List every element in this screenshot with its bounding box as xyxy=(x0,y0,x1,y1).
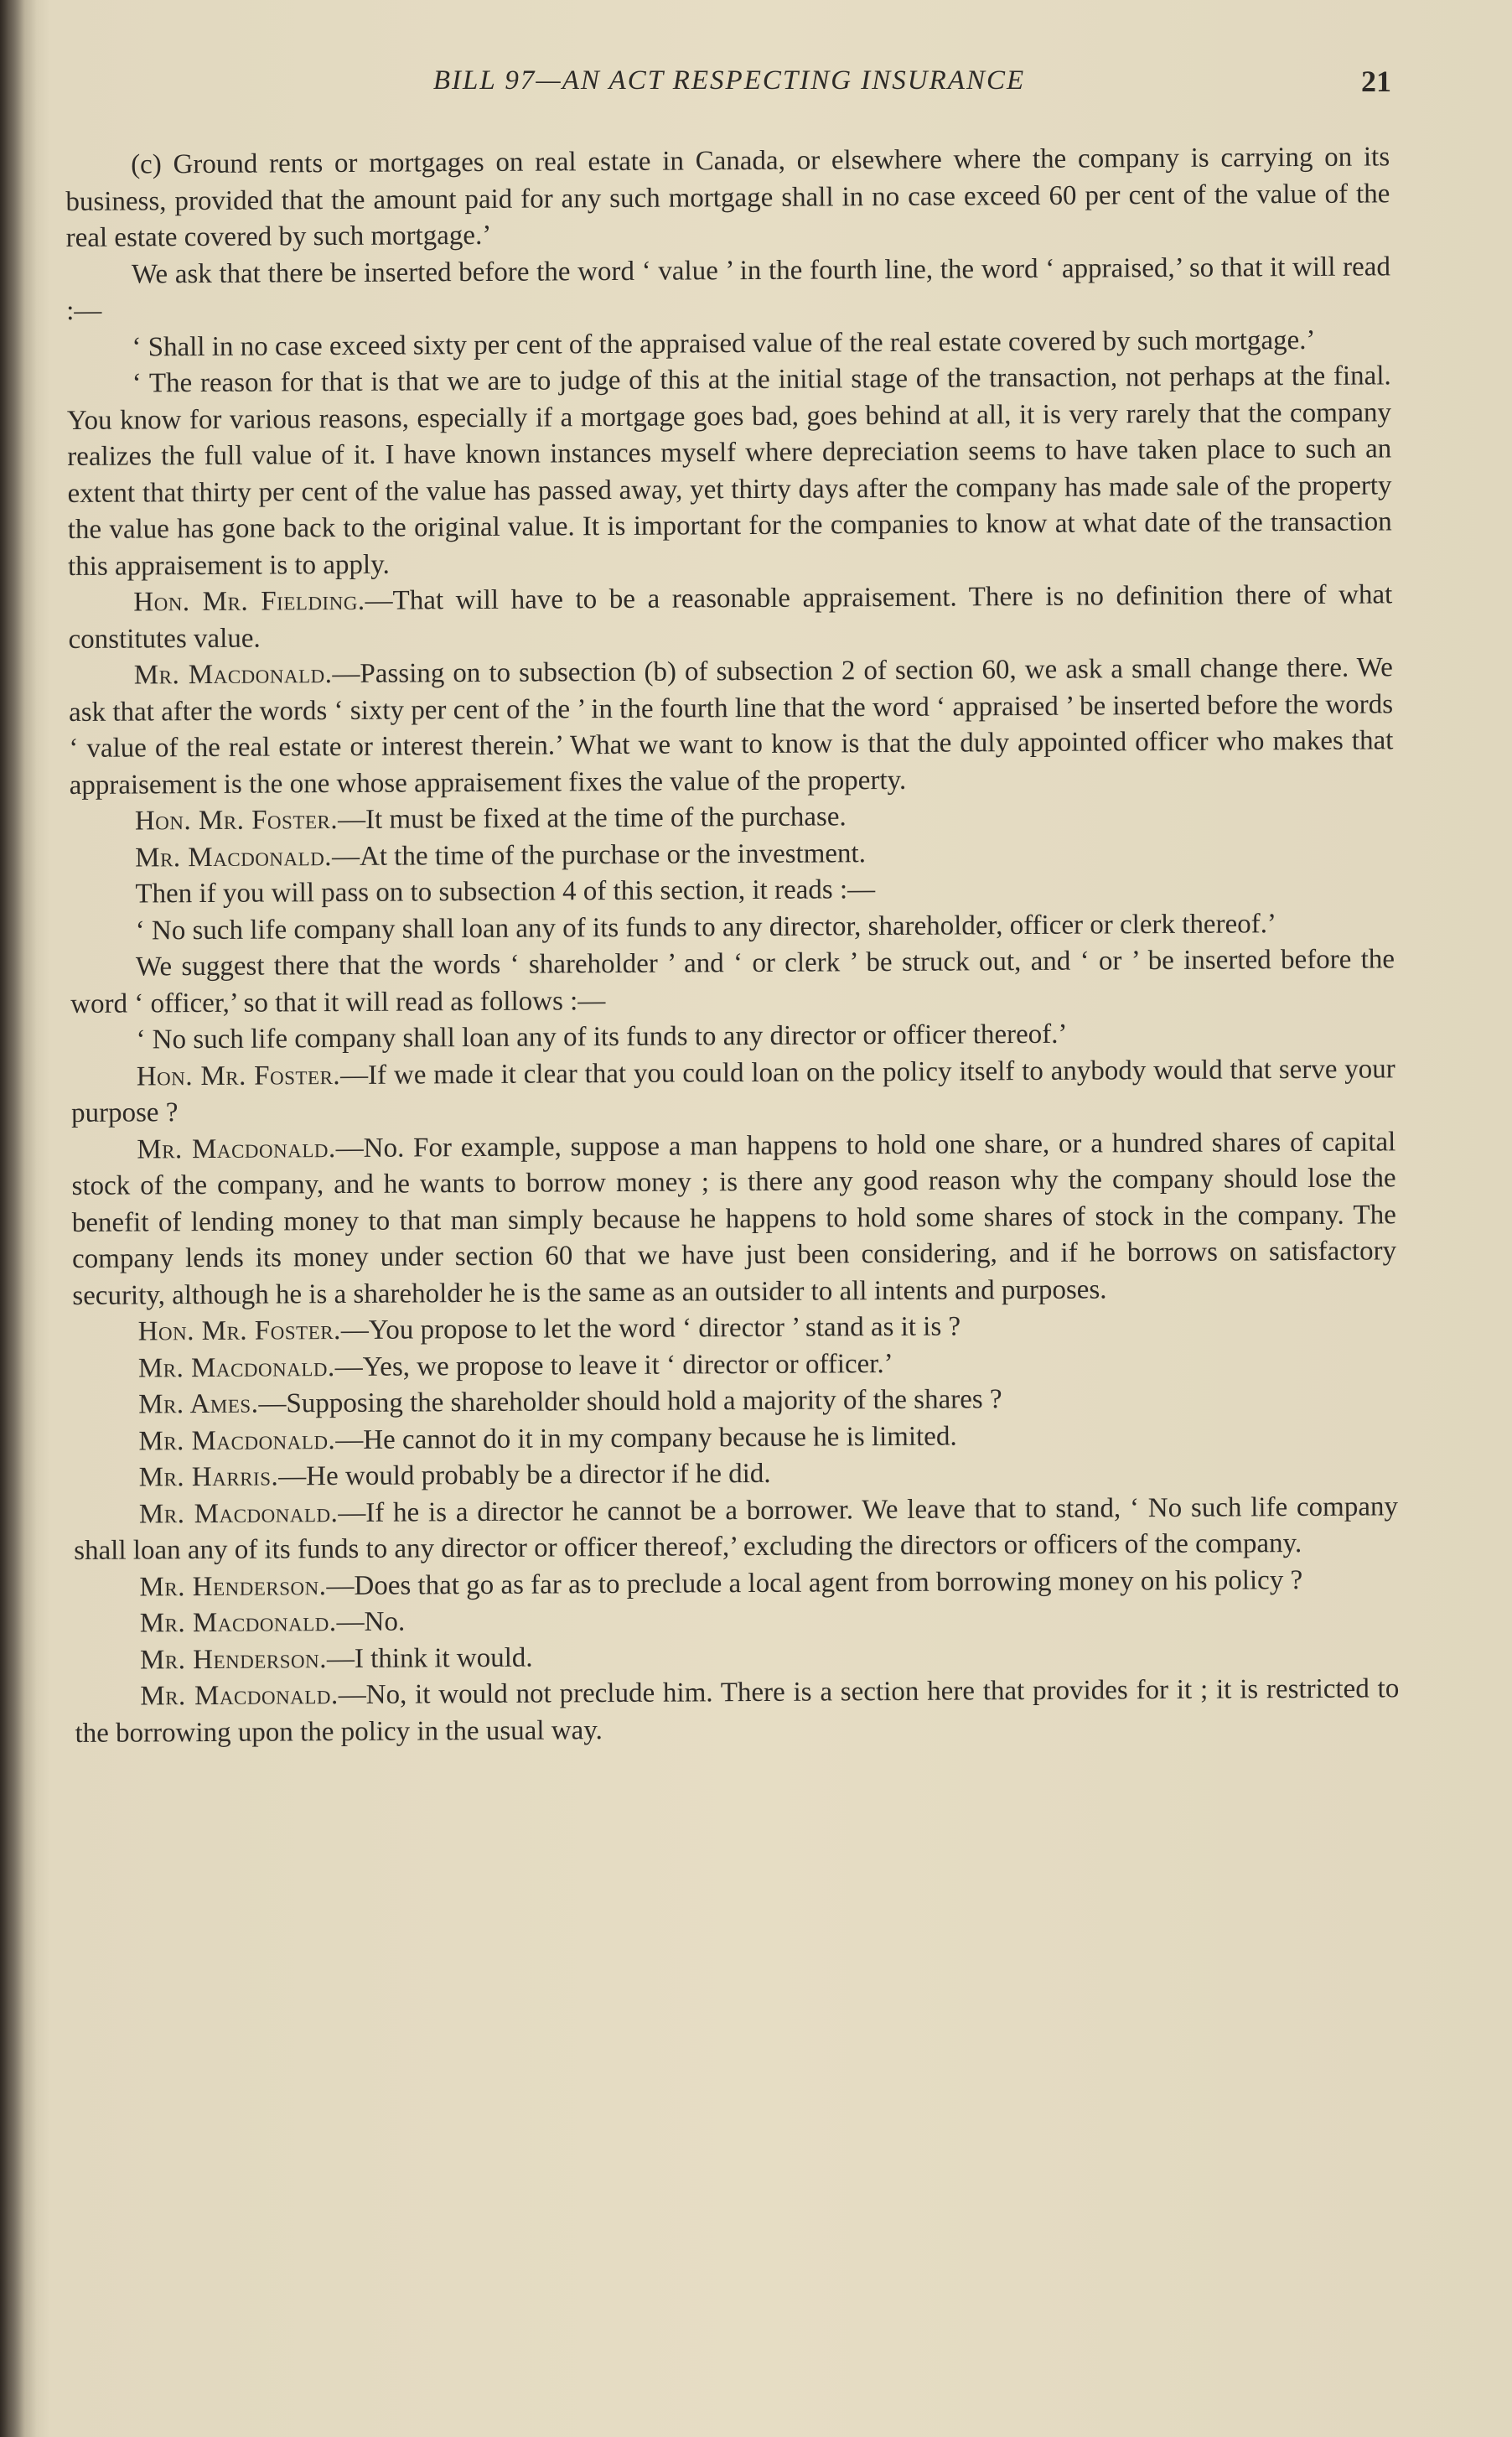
paragraph-text: ‘ Shall in no case exceed sixty per cent of the appraised value of the real estate covered by such mortgage.’ xyxy=(132,324,1316,363)
paragraph-text: —At the time of the purchase or the investment. xyxy=(331,837,867,872)
paragraph-text: ‘ No such life company shall loan any of its funds to any director or officer thereof.’ xyxy=(136,1019,1068,1055)
speaker-name: Mr. Henderson. xyxy=(139,1643,328,1675)
speaker-name: Mr. Macdonald. xyxy=(133,659,333,691)
speaker-name: Mr. Macdonald. xyxy=(135,841,333,874)
paragraph xyxy=(71,1051,1396,1133)
paragraph-text: —Supposing the shareholder should hold a majority of the shares ? xyxy=(258,1384,1002,1419)
speaker-name: Mr. Macdonald. xyxy=(137,1133,336,1165)
paragraph-text: —Yes, we propose to leave it ‘ director or officer.’ xyxy=(334,1348,893,1382)
paragraph-text: —He would probably be a director if he did. xyxy=(278,1458,771,1492)
paragraph-text: —That will have to be a reasonable appraisement. There is no definition there of what constitutes value. xyxy=(68,579,1393,655)
paragraph xyxy=(74,1489,1399,1570)
paragraph xyxy=(70,941,1395,1023)
paragraph-text: —No, it would not preclude him. There is a section here that provides for it ; it is restricted to the borrowing upon the policy in the usual way. xyxy=(75,1673,1400,1749)
paragraph-text: —Passing on to subsection (b) of subsection 2 of section 60, we ask a small change there. We ask that after the words ‘ sixty per cent of the ’ in the fourth line that the word ‘ appraised ’ be inserted before the words ‘ value of the real estate or interest therein.’ What we want to know is that the duly appointed officer who makes that appraisement is the one whose appraisement fixes the value of the property. xyxy=(69,652,1394,801)
paragraph-text: —If we made it clear that you could loan on the policy itself to anybody would that serve your purpose ? xyxy=(70,1053,1395,1128)
paragraph-text: —He cannot do it in my company because he is limited. xyxy=(335,1421,957,1455)
speaker-name: Hon. Mr. Foster. xyxy=(134,805,339,837)
speaker-name: Mr. Macdonald. xyxy=(137,1351,335,1383)
paragraph xyxy=(65,139,1390,257)
page-number: 21 xyxy=(1361,65,1391,98)
paragraph xyxy=(69,650,1394,804)
paragraph xyxy=(66,249,1391,330)
paragraph-text: —Does that go as far as to preclude a local agent from borrowing money on his policy ? xyxy=(326,1564,1303,1601)
speaker-name: Mr. Macdonald. xyxy=(139,1607,337,1639)
paragraph-text: —I think it would. xyxy=(326,1642,533,1674)
paragraph-text: ‘ No such life company shall loan any of its funds to any director, shareholder, officer or clerk thereof.’ xyxy=(135,908,1276,946)
page-header xyxy=(67,59,1391,109)
paragraph-text: We suggest there that the words ‘ shareholder ’ and ‘ or clerk ’ be struck out, and ‘ or ’ be inserted before the word ‘ officer,’ so that it will read as follows :— xyxy=(70,944,1395,1019)
paragraph-text: —If he is a director he cannot be a borrower. We leave that to stand, ‘ No such life company shall loan any of its funds to any director or officer thereof,’ excluding the directors or officers of the company. xyxy=(74,1491,1399,1566)
paragraph xyxy=(75,1671,1400,1752)
binding-shadow xyxy=(0,0,37,2437)
paragraph xyxy=(68,577,1393,658)
speaker-name: Mr. Macdonald. xyxy=(138,1424,336,1456)
paragraph-text: We ask that there be inserted before the word ‘ value ’ in the fourth line, the word ‘ appraised,’ so that it will read :— xyxy=(66,251,1391,326)
speaker-name: Mr. Harris. xyxy=(138,1461,279,1493)
paragraph-text: Then if you will pass on to subsection 4 of this section, it reads :— xyxy=(135,874,876,910)
paragraph-text: ‘ The reason for that is that we are to judge of this at the initial stage of the transaction, not perhaps at the final. You know for various reasons, especially if a mortgage goes bad, goes behind at all, it is very rarely that the company realizes the full value of it. I have known instances myself where depreciation seems to have taken place to such an extent that thirty per cent of the value has passed away, yet thirty days after the company has made sale of the property the value has gone back to the original value. It is important for the companies to know at what date of the transaction this appraisement is to apply. xyxy=(66,360,1392,582)
speaker-name: Hon. Mr. Foster. xyxy=(137,1315,341,1347)
body-text xyxy=(65,139,1400,1752)
paragraph xyxy=(67,358,1393,585)
speaker-name: Hon. Mr. Foster. xyxy=(136,1060,341,1092)
speaker-name: Mr. Macdonald. xyxy=(138,1497,339,1529)
running-head: BILL 97—AN ACT RESPECTING INSURANCE xyxy=(432,65,1026,96)
speaker-name: Hon. Mr. Fielding. xyxy=(133,585,365,618)
speaker-name: Mr. Henderson. xyxy=(139,1570,327,1602)
speaker-name: Mr. Ames. xyxy=(138,1388,259,1420)
paragraph-text: —No. For example, suppose a man happens to hold one share, or a hundred shares of capital stock of the company, and he wants to borrow money ; is there any good reason why the company should lose the benefit of lending money to that man simply because he happens to hold some shares of stock in the company. The company lends its money under section 60 that we have just been considering, and if he borrows on satisfactory security, although he is a shareholder he is the same as an outsider to all intents and purposes. xyxy=(71,1126,1397,1311)
speaker-name: Mr. Macdonald. xyxy=(140,1680,339,1712)
paragraph-text: (c) Ground rents or mortgages on real estate in Canada, or elsewhere where the company is carrying on its business, provided that the amount paid for any such mortgage shall in no case exceed 60 per cent of the value of the real estate covered by such mortgage.’ xyxy=(65,142,1390,253)
paragraph xyxy=(71,1124,1396,1314)
paragraph-text: —You propose to let the word ‘ director ’ stand as it is ? xyxy=(340,1311,961,1346)
paragraph-text: —It must be fixed at the time of the purchase. xyxy=(337,801,847,836)
paragraph-text: —No. xyxy=(336,1606,406,1638)
